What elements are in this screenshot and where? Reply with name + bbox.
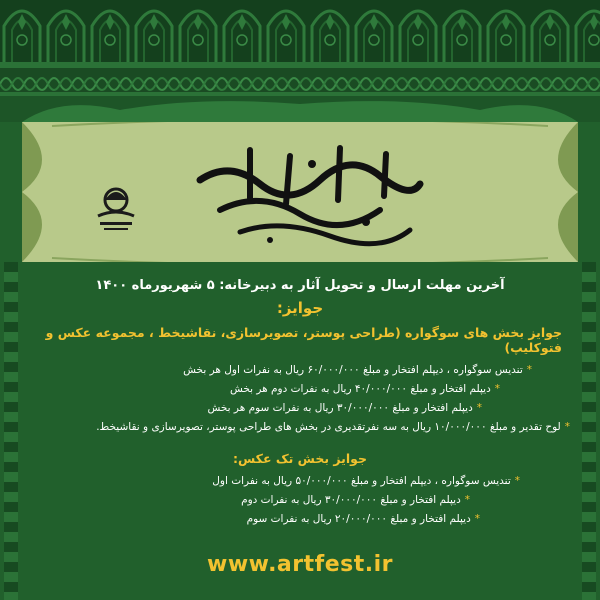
list-item-text: دیپلم افتخار و مبلغ ۳۰/۰۰۰/۰۰۰ ریال به نفرات دوم bbox=[241, 494, 461, 506]
arabesque-pattern-icon bbox=[0, 0, 600, 122]
star-icon: * bbox=[514, 475, 520, 487]
list-item-text: دیپلم افتخار و مبلغ ۴۰/۰۰۰/۰۰۰ ریال به نفرات دوم هر بخش bbox=[229, 383, 491, 395]
list-item bbox=[30, 491, 520, 510]
website-link[interactable]: www.artfest.ir bbox=[207, 552, 393, 577]
list-item bbox=[30, 418, 570, 437]
festival-logo-icon bbox=[88, 180, 144, 236]
star-icon: * bbox=[564, 421, 570, 433]
right-border bbox=[582, 262, 596, 600]
star-icon: * bbox=[464, 494, 470, 506]
single-photo-awards-list bbox=[30, 472, 570, 529]
single-photo-heading: جوایز بخش تک عکس: bbox=[233, 451, 367, 466]
list-item bbox=[30, 510, 520, 529]
list-item-text: دیپلم افتخار و مبلغ ۲۰/۰۰۰/۰۰۰ ریال به نفرات سوم bbox=[246, 513, 471, 525]
awards-title bbox=[30, 299, 570, 317]
star-icon: * bbox=[526, 364, 532, 376]
list-item-text: تندیس سوگواره ، دیپلم افتخار و مبلغ ۶۰/۰۰۰/۰۰۰ ریال به نفرات اول هر بخش bbox=[183, 364, 523, 376]
deadline-text: آخرین مهلت ارسال و تحویل آثار به دبیرخانه: ۵ شهریورماه ۱۴۰۰ bbox=[95, 278, 505, 293]
star-icon: * bbox=[494, 383, 500, 395]
left-border bbox=[4, 262, 18, 600]
list-item bbox=[30, 399, 570, 418]
list-item bbox=[30, 361, 570, 380]
list-item-text: دیپلم افتخار و مبلغ ۳۰/۰۰۰/۰۰۰ ریال به نفرات سوم هر بخش bbox=[207, 402, 473, 414]
star-icon: * bbox=[474, 513, 480, 525]
list-item-text: لوح تقدیر و مبلغ ۱۰/۰۰۰/۰۰۰ ریال به سه نفرتقدیری در بخش های طراحی پوستر، تصویرسازی و نقاشیخط. bbox=[96, 421, 561, 433]
star-icon: * bbox=[476, 402, 482, 414]
content bbox=[30, 272, 570, 529]
list-item-text: تندیس سوگواره ، دیپلم افتخار و مبلغ ۵۰/۰۰۰/۰۰۰ ریال به نفرات اول bbox=[212, 475, 511, 487]
list-item bbox=[30, 472, 520, 491]
main-section-heading: جوایز بخش های سوگواره (طراحی پوستر، تصویرسازی، نقاشیخط ، مجموعه عکس و فتوکلیپ) bbox=[45, 325, 562, 355]
top-ornament bbox=[0, 0, 600, 122]
list-item bbox=[30, 380, 570, 399]
calligraphy-title-icon bbox=[190, 140, 430, 250]
awards-title-label: جوایز: bbox=[276, 299, 324, 317]
main-awards-list bbox=[30, 361, 570, 437]
